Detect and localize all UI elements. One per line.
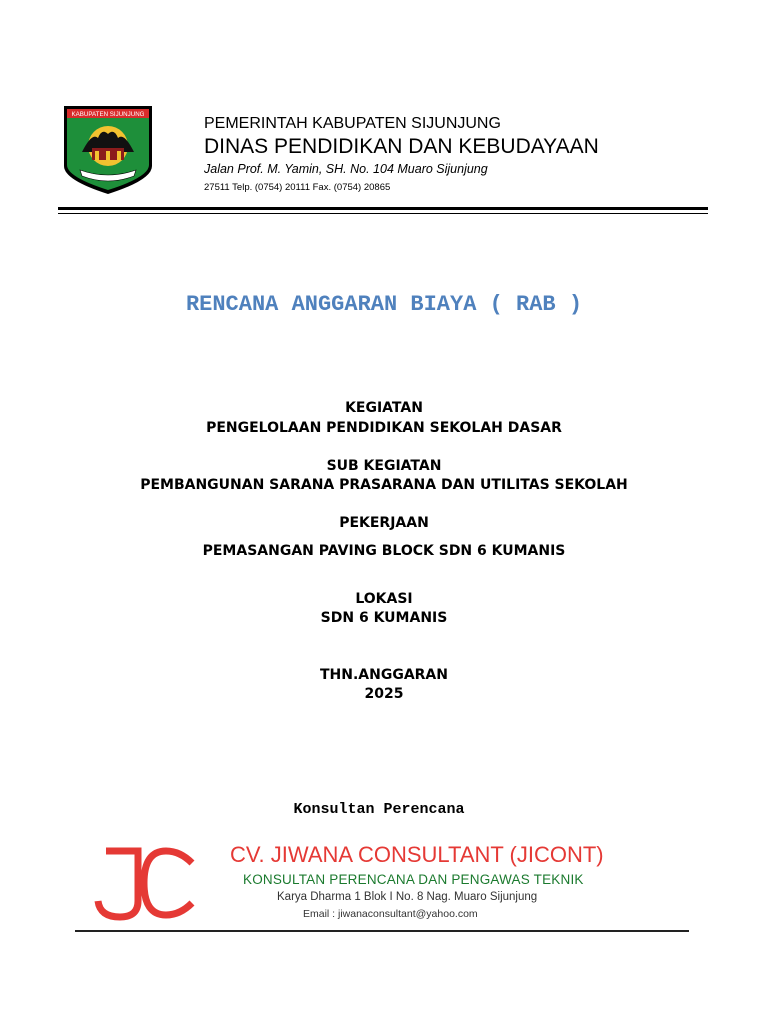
jicont-logo-icon <box>92 845 200 921</box>
consultant-address: Karya Dharma 1 Blok I No. 8 Nag. Muaro Sijunjung <box>277 891 538 903</box>
letterhead-address: Jalan Prof. M. Yamin, SH. No. 104 Muaro Sijunjung <box>204 162 488 176</box>
lokasi-label: LOKASI <box>355 591 413 607</box>
consultant-email: Email : jiwanaconsultant@yahoo.com <box>303 908 478 920</box>
sub-kegiatan-label: SUB KEGIATAN <box>326 458 442 474</box>
pekerjaan-value: PEMASANGAN PAVING BLOCK SDN 6 KUMANIS <box>202 543 566 559</box>
letterhead-government: PEMERINTAH KABUPATEN SIJUNJUNG <box>204 115 501 132</box>
letterhead-divider-thick <box>58 207 708 210</box>
sub-kegiatan-value: PEMBANGUNAN SARANA PRASARANA DAN UTILITAS SEKOLAH <box>140 477 628 493</box>
footer-divider <box>75 930 689 932</box>
emblem-label: KABUPATEN SIJUNJUNG <box>71 111 145 118</box>
letterhead-contact: 27511 Telp. (0754) 20111 Fax. (0754) 20865 <box>204 182 391 193</box>
kabupaten-sijunjung-emblem-icon <box>62 104 154 196</box>
pekerjaan-label: PEKERJAAN <box>339 515 429 531</box>
kegiatan-label: KEGIATAN <box>345 400 423 416</box>
tahun-anggaran-value: 2025 <box>364 686 404 702</box>
document-title: RENCANA ANGGARAN BIAYA ( RAB ) <box>185 292 583 317</box>
tahun-anggaran-label: THN.ANGGARAN <box>319 667 448 683</box>
consultant-heading: Konsultan Perencana <box>293 801 465 818</box>
consultant-tagline: KONSULTAN PERENCANA DAN PENGAWAS TEKNIK <box>243 872 584 887</box>
letterhead-agency: DINAS PENDIDIKAN DAN KEBUDAYAAN <box>204 135 599 158</box>
letterhead-divider-thin <box>58 213 708 214</box>
lokasi-value: SDN 6 KUMANIS <box>320 610 448 626</box>
consultant-name: CV. JIWANA CONSULTANT (JICONT) <box>230 842 604 867</box>
kegiatan-value: PENGELOLAAN PENDIDIKAN SEKOLAH DASAR <box>206 420 562 436</box>
